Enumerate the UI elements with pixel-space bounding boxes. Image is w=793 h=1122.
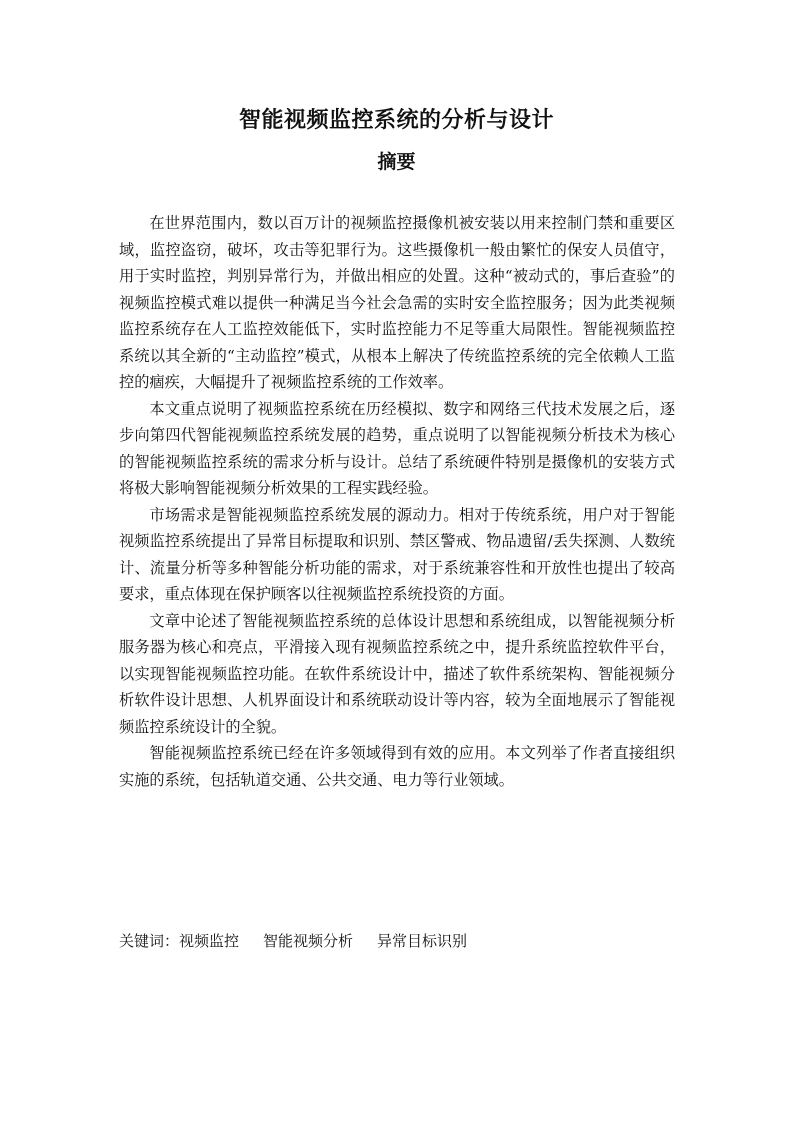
abstract-heading: 摘要 [377, 151, 416, 173]
keyword-item: 视频监控 [179, 932, 240, 950]
document-title: 智能视频监控系统的分析与设计 [238, 107, 554, 133]
abstract-paragraph-3: 市场需求是智能视频监控系统发展的源动力。相对于传统系统，用户对于智能视频监控系统提出了异常目标提取和识别、禁区警戒、物品遗留/丢失探测、人数统计、流量分析等多种智能分析功能的需求，对于系统兼容性和开放性也提出了较高要求，重点体现在保护顾客以往视频监控系统投资的方面。 [119, 505, 675, 603]
abstract-body [119, 210, 675, 793]
abstract-paragraph-2: 本文重点说明了视频监控系统在历经模拟、数字和网络三代技术发展之后，逐步向第四代智能视频监控系统发展的趋势，重点说明了以智能视频分析技术为核心的智能视频监控系统的需求分析与设计。总结了系统硬件特别是摄像机的安装方式将极大影响智能视频分析效果的工程实践经验。 [119, 399, 675, 497]
abstract-paragraph-1: 在世界范围内，数以百万计的视频监控摄像机被安装以用来控制门禁和重要区域，监控盗窃，破坏，攻击等犯罪行为。这些摄像机一般由繁忙的保安人员值守，用于实时监控，判别异常行为，并做出相应的处置。这种“被动式的，事后查验”的视频监控模式难以提供一种满足当今社会急需的实时安全监控服务；因为此类视频监控系统存在人工监控效能低下，实时监控能力不足等重大局限性。智能视频监控系统以其全新的“主动监控”模式，从根本上解决了传统监控系统的完全依赖人工监控的痼疾，大幅提升了视频监控系统的工作效率。 [119, 214, 675, 391]
keywords-line [119, 928, 679, 954]
abstract-paragraph-4: 文章中论述了智能视频监控系统的总体设计思想和系统组成，以智能视频分析服务器为核心和亮点，平滑接入现有视频监控系统之中，提升系统监控软件平台，以实现智能视频监控功能。在软件系统设计中，描述了软件系统架构、智能视频分析软件设计思想、人机界面设计和系统联动设计等内容，较为全面地展示了智能视频监控系统设计的全貌。 [119, 611, 675, 736]
keywords-label: 关键词： [119, 932, 180, 950]
abstract-paragraph-5: 智能视频监控系统已经在许多领域得到有效的应用。本文列举了作者直接组织实施的系统，包括轨道交通、公共交通、电力等行业领域。 [119, 744, 675, 789]
keyword-item: 异常目标识别 [377, 932, 468, 950]
keyword-item: 智能视频分析 [263, 932, 354, 950]
